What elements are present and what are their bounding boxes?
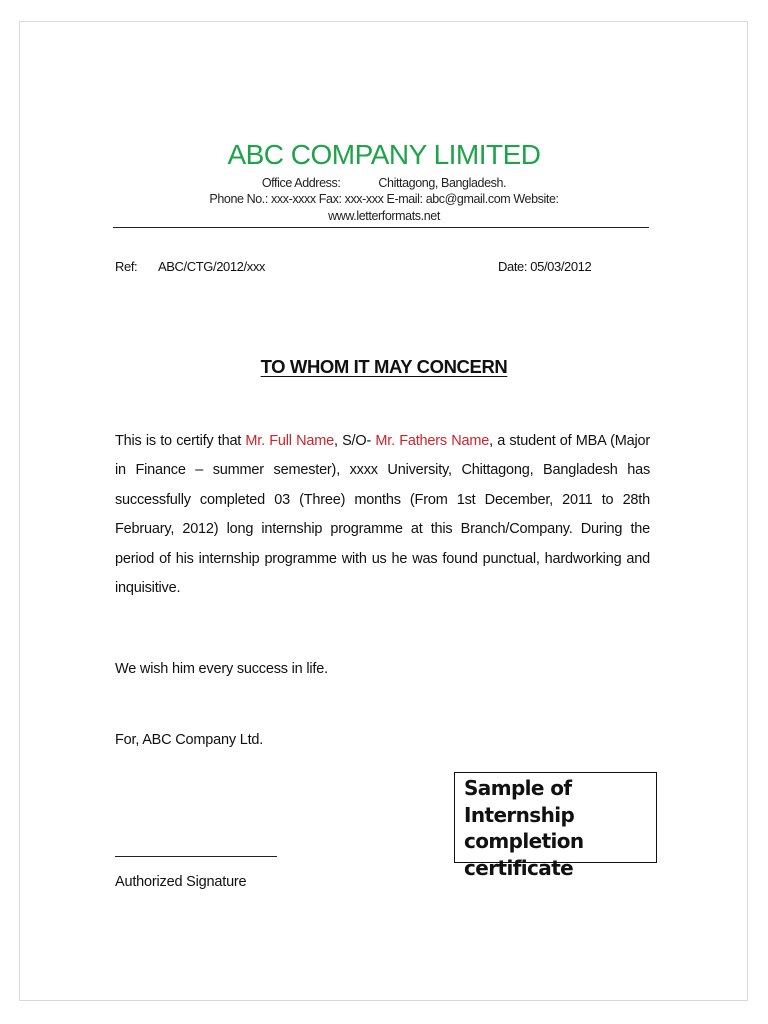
body-text-1: This is to certify that [115, 433, 246, 449]
header-divider [113, 227, 649, 228]
signature-line [115, 856, 277, 857]
sample-label-box [454, 772, 657, 880]
body-text-3: , a student of MBA (Major in Finance – summer semester), xxxx University, Chittagong, Bangladesh has successfully completed 03 (Three) months (From 1st December, 2011 to 28th February, 2012) long internship programme at this Branch/Company. During the period of his internship programme with us he was found punctual, hardworking and inquisitive. [115, 433, 650, 597]
office-address-label: Office Address: [261, 176, 341, 190]
letter-date: Date: 05/03/2012 [498, 259, 592, 274]
company-name: ABC COMPANY LIMITED [227, 139, 541, 170]
student-name-placeholder: Mr. Full Name [245, 433, 334, 449]
letter-heading-text: TO WHOM IT MAY CONCERN [260, 356, 508, 377]
sample-label-text: Sample of Internship completion certificate [464, 776, 584, 880]
office-address-value: Chittagong, Bangladesh. [378, 176, 507, 190]
reference-line [115, 259, 265, 274]
office-address [0, 176, 768, 190]
contact-line: Phone No.: xxx-xxxx Fax: xxx-xxx E-mail: abc@gmail.com Website: [209, 192, 559, 206]
for-company-line: For, ABC Company Ltd. [115, 732, 264, 748]
closing-wish: We wish him every success in life. [115, 661, 328, 677]
ref-label: Ref: [115, 259, 138, 274]
website-text: www.letterformats.net [328, 209, 440, 223]
body-text-2: , S/O- [333, 433, 376, 449]
signature-label: Authorized Signature [115, 874, 247, 890]
ref-value: ABC/CTG/2012/xxx [158, 259, 266, 274]
certificate-body [115, 427, 650, 603]
letter-heading [0, 356, 768, 378]
father-name-placeholder: Mr. Fathers Name [375, 433, 490, 449]
